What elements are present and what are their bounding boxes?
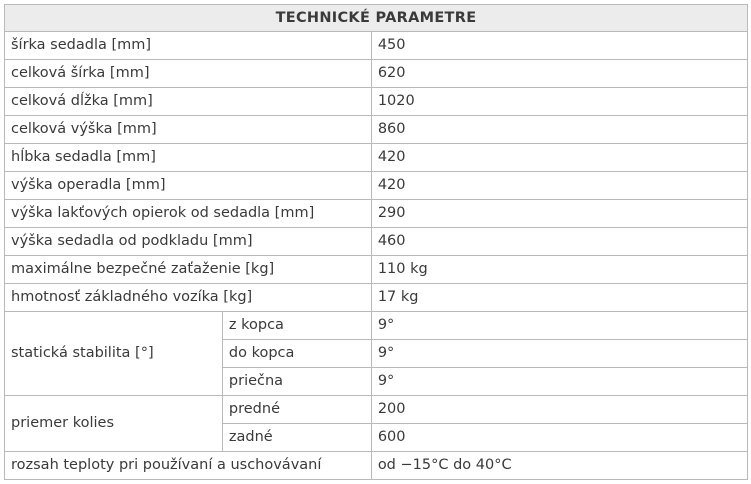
table-row <box>5 88 748 116</box>
sub-label: zadné <box>222 424 371 452</box>
row-label: maximálne bezpečné zaťaženie [kg] <box>5 256 372 284</box>
row-label: výška lakťových opierok od sedadla [mm] <box>5 200 372 228</box>
row-value: 110 kg <box>371 256 747 284</box>
row-label: výška sedadla od podkladu [mm] <box>5 228 372 256</box>
table-row <box>5 228 748 256</box>
row-label: celková šírka [mm] <box>5 60 372 88</box>
sub-label: priečna <box>222 368 371 396</box>
wheels-label: priemer kolies <box>5 396 223 452</box>
table-title: TECHNICKÉ PARAMETRE <box>5 5 748 32</box>
sub-value: 9° <box>371 312 747 340</box>
row-value: 420 <box>371 144 747 172</box>
table-row <box>5 312 748 340</box>
sub-label: predné <box>222 396 371 424</box>
row-value: 450 <box>371 32 747 60</box>
table-row <box>5 396 748 424</box>
row-value: 420 <box>371 172 747 200</box>
row-label: hĺbka sedadla [mm] <box>5 144 372 172</box>
row-value: 290 <box>371 200 747 228</box>
table-row <box>5 144 748 172</box>
row-value: 460 <box>371 228 747 256</box>
sub-value: 600 <box>371 424 747 452</box>
table-header-row <box>5 5 748 32</box>
table-row <box>5 60 748 88</box>
temperature-label: rozsah teploty pri používaní a uschovávaní <box>5 452 372 480</box>
row-label: výška operadla [mm] <box>5 172 372 200</box>
technical-parameters-table <box>4 4 748 480</box>
table-row <box>5 452 748 480</box>
table-row <box>5 32 748 60</box>
table-row <box>5 172 748 200</box>
table-row <box>5 256 748 284</box>
sub-label: do kopca <box>222 340 371 368</box>
stability-label: statická stabilita [°] <box>5 312 223 396</box>
temperature-value: od −15°C do 40°C <box>371 452 747 480</box>
row-label: celková dĺžka [mm] <box>5 88 372 116</box>
table-row <box>5 116 748 144</box>
row-value: 620 <box>371 60 747 88</box>
row-label: hmotnosť základného vozíka [kg] <box>5 284 372 312</box>
row-value: 1020 <box>371 88 747 116</box>
sub-value: 200 <box>371 396 747 424</box>
sub-label: z kopca <box>222 312 371 340</box>
row-label: šírka sedadla [mm] <box>5 32 372 60</box>
row-value: 17 kg <box>371 284 747 312</box>
table-row <box>5 200 748 228</box>
row-label: celková výška [mm] <box>5 116 372 144</box>
sub-value: 9° <box>371 368 747 396</box>
sub-value: 9° <box>371 340 747 368</box>
table-row <box>5 284 748 312</box>
row-value: 860 <box>371 116 747 144</box>
